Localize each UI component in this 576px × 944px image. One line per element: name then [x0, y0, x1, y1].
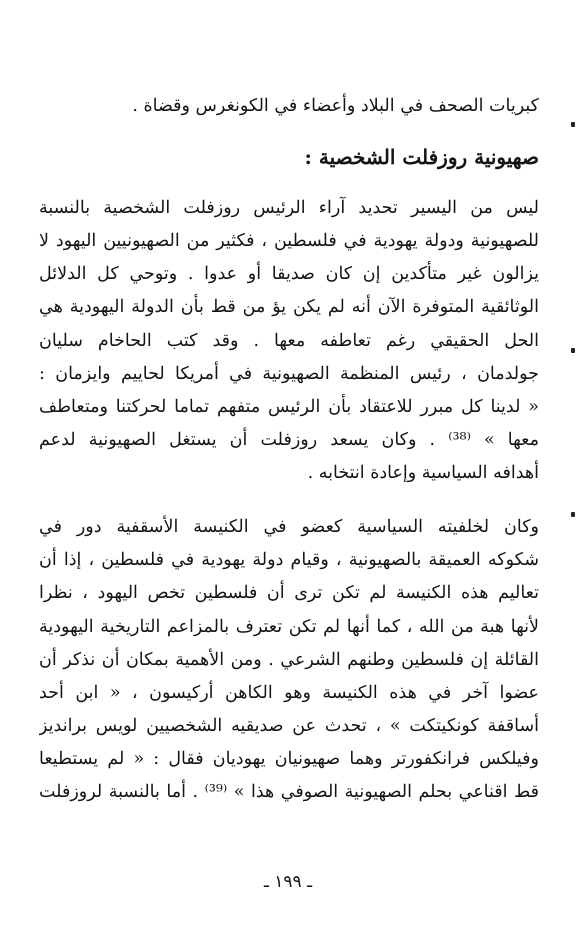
- scan-mark: [571, 122, 575, 127]
- paragraph-line: الوثائقية المتوفرة الآن أنه لم يكن يؤ من قط بأن الدولة اليهودية هي: [39, 297, 539, 317]
- paragraph-line: الحل الحقيقي رغم تعاطفه معها . وقد كتب الحاخام سليان: [39, 331, 539, 351]
- paragraph-line: شكوكه العميقة بالصهيونية ، وقيام دولة يهودية في فلسطين ، إذا أن: [39, 550, 539, 570]
- scan-mark: [571, 512, 575, 517]
- paragraph-line: أهدافه السياسية وإعادة انتخابه .: [307, 463, 539, 483]
- paragraph-line: القائلة إن فلسطين وطنهم الشرعي . ومن الأهمية بمكان أن نذكر أن: [39, 650, 539, 670]
- paragraph-line: أساقفة كونكيتكت » ، تحدث عن صديقيه الشخصيين لويس برانديز: [39, 716, 539, 736]
- paragraph-line: يزالون غير متأكدين إن كان صديقا أو عدوا . وتوحي كل الدلائل: [39, 264, 539, 284]
- paragraph-line: لأنها هبة من الله ، كما أنها لم تكن تعترف بالمزاعم التاريخية اليهودية: [39, 617, 539, 637]
- paragraph-line: قط اقناعي بحلم الصهيونية الصوفي هذا » ⁽³⁹⁾ . أما بالنسبة لروزفلت: [39, 782, 539, 802]
- paragraph-line: للصهيونية ودولة يهودية في فلسطين ، فكثير من الصهيونيين اليهود لا: [39, 231, 539, 251]
- paragraph-line: وكان لخلفيته السياسية كعضو في الكنيسة الأسقفية دور في: [39, 517, 539, 537]
- paragraph-line: تعاليم هذه الكنيسة لم تكن ترى أن فلسطين تخص اليهود ، نظرا: [39, 583, 539, 603]
- intro-line: كبريات الصحف في البلاد وأعضاء في الكونغرس وقضاة .: [132, 96, 539, 116]
- paragraph-line: « لدينا كل مبرر للاعتقاد بأن الرئيس متفهم تماما لحركتنا ومتعاطف: [39, 397, 539, 417]
- scan-mark: [571, 348, 575, 353]
- paragraph-line: وفيلكس فرانكفورتر وهما صهيونيان يهوديان فقال : « لم يستطيعا: [39, 749, 539, 769]
- page-number: ـ ١٩٩ ـ: [263, 872, 313, 892]
- paragraph-line: عضوا آخر في هذه الكنيسة وهو الكاهن أركيسون ، « ابن أحد: [39, 683, 539, 703]
- section-heading: صهيونية روزفلت الشخصية :: [304, 145, 539, 169]
- paragraph-line: معها » ⁽³⁸⁾ . وكان يسعد روزفلت أن يستغل الصهيونية لدعم: [39, 430, 539, 450]
- paragraph-line: ليس من اليسير تحديد آراء الرئيس روزفلت الشخصية بالنسبة: [39, 198, 539, 218]
- paragraph-line: جولدمان ، رئيس المنظمة الصهيونية في أمريكا لحاييم وايزمان :: [39, 364, 539, 384]
